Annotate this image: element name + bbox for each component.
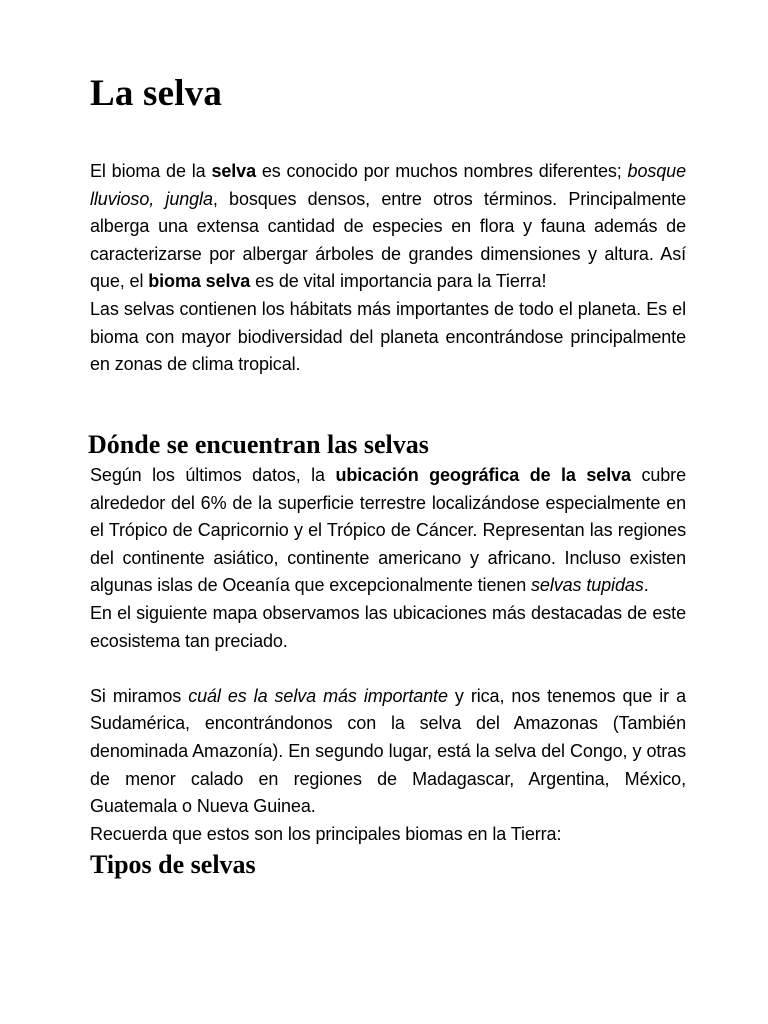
intro-paragraph-1 [90, 158, 686, 296]
text-run: Si miramos [90, 685, 189, 706]
text-run: es conocido por muchos nombres diferentes; [255, 161, 628, 181]
text-run: es de vital importancia para la Tierra! [250, 271, 547, 292]
bold-term-ubicacion: ubicación geográfica de la selva [335, 465, 631, 485]
donde-paragraph-3 [90, 683, 686, 821]
page-title: La selva [90, 73, 223, 114]
italic-term-selva-importante: cuál es la selva más importante [188, 685, 448, 706]
italic-term-synonyms: bosque lluvioso, jungla [90, 161, 686, 209]
donde-paragraph-2: En el siguiente mapa observamos las ubicaciones más destacadas de este ecosistema tan preciado. [90, 602, 686, 651]
text-run: El bioma de la [90, 161, 212, 181]
bold-term-bioma-selva: bioma selva [148, 271, 251, 292]
bold-term-selva: selva [211, 161, 256, 181]
section-heading-tipos: Tipos de selvas [90, 850, 256, 880]
text-run: , bosques densos, entre otros términos. Principalmente alberga una extensa cantidad de especies en flora y fauna además de caracterizarse por albergar árboles de grandes dimensiones y altura. Así que, el [90, 188, 686, 292]
donde-paragraph-1 [90, 462, 686, 600]
donde-paragraph-4: Recuerda que estos son los principales biomas en la Tierra: [90, 823, 562, 844]
text-run: Según los últimos datos, la [90, 465, 336, 485]
intro-paragraph-2: Las selvas contienen los hábitats más importantes de todo el planeta. Es el bioma con mayor biodiversidad del planeta encontrándose principalmente en zonas de clima tropical. [90, 298, 686, 375]
donde-section [90, 428, 686, 882]
intro-section [90, 158, 686, 379]
text-run: . [643, 575, 649, 596]
italic-term-selvas-tupidas: selvas tupidas [531, 575, 644, 596]
section-heading-donde: Dónde se encuentran las selvas [88, 430, 429, 459]
text-run: y rica, nos tenemos que ir a Sudamérica, encontrándonos con la selva del Amazonas (También denominada Amazonía). En segundo lugar, está la selva del Congo, y otras de menor calado en regiones de Madagascar, Argentina, México, Guatemala o Nueva Guinea. [90, 685, 687, 817]
text-run: cubre alrededor del 6% de la superficie terrestre localizándose especialmente en el Trópico de Capricornio y el Trópico de Cáncer. Representan las regiones del continente asiático, continente americano y africano. Incluso existen algunas islas de Oceanía que excepcionalmente tienen [90, 465, 686, 596]
